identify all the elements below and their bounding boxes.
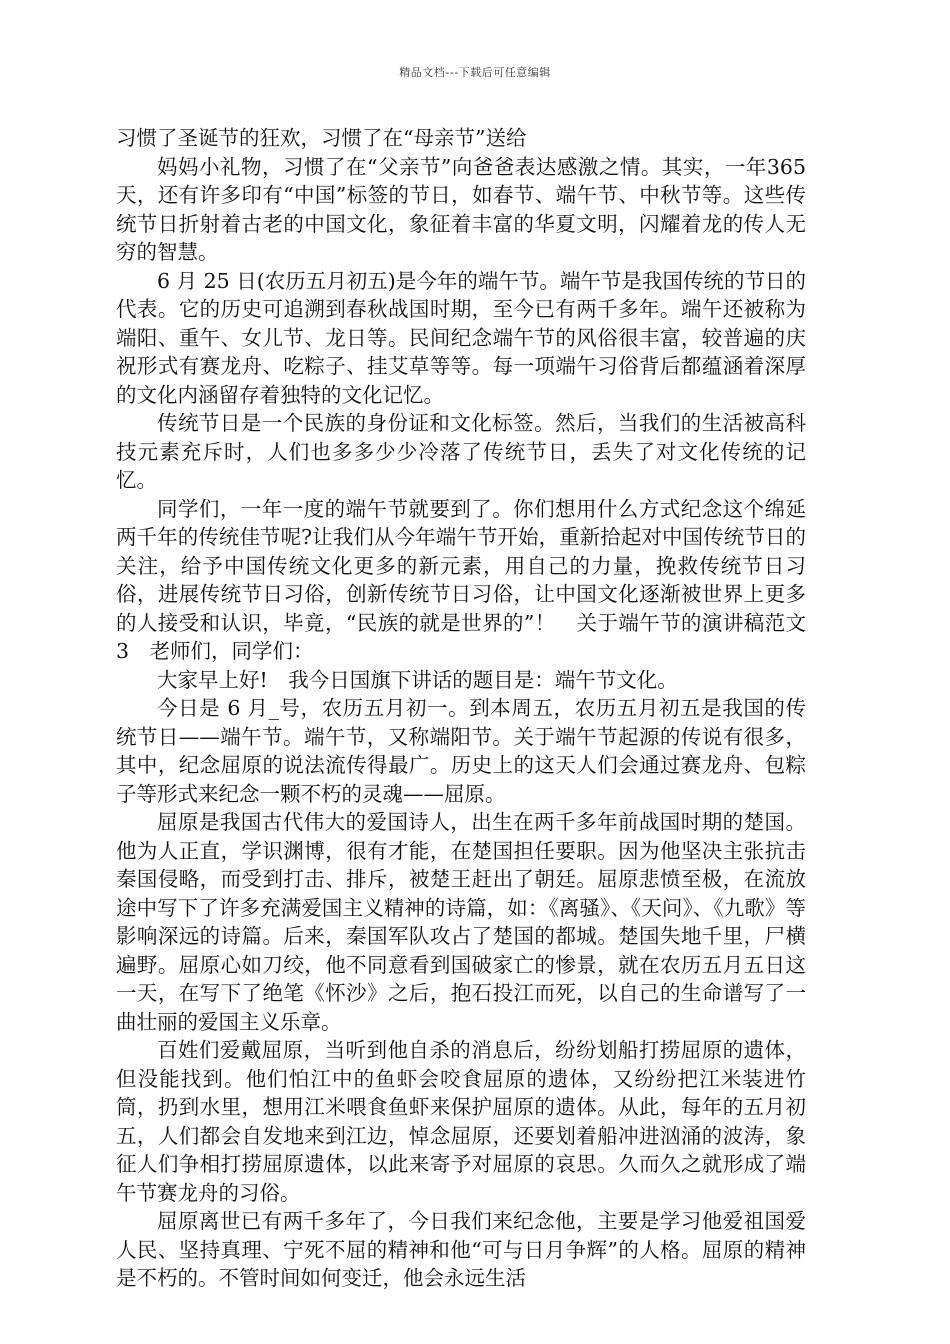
paragraph-2: 妈妈小礼物，习惯了在“父亲节”向爸爸表达感激之情。其实，一年365 天，还有许多印有“中国”标签的节日，如春节、端午节、中秋节等。这些传统节日折射着古老的中国文化，象征着丰富的华夏文明，闪耀着龙的传人无穷的智慧。 bbox=[116, 154, 806, 264]
paragraph-5: 同学们，一年一度的端午节就要到了。你们想用什么方式纪念这个绵延两千年的传统佳节呢?让我们从今年端午节开始，重新拾起对中国传统节日的关注，给予中国传统文化更多的新元素，用自己的力量，挽救传统节日习俗，进展传统节日习俗，创新传统节日习俗，让中国文化逐渐被世界上更多的人接受和认识，毕竟，“民族的就是世界的”！ 关于端午节的演讲稿范文 3 老师们，同学们： bbox=[116, 496, 806, 663]
paragraph-3: 6 月 25 日(农历五月初五)是今年的端午节。端午节是我国传统的节日的代表。它的历史可追溯到春秋战国时期，至今已有两千多年。端午还被称为端阳、重午、女儿节、龙日等。民间纪念端午节的风俗很丰富，较普遍的庆祝形式有赛龙舟、吃粽子、挂艾草等等。每一项端午习俗背后都蕴涵着深厚的文化内涵留存着独特的文化记忆。 bbox=[116, 268, 806, 407]
paragraph-1: 习惯了圣诞节的狂欢，习惯了在“母亲节”送给 bbox=[116, 126, 527, 150]
paragraph-7: 今日是 6 月_号，农历五月初一。到本周五，农历五月初五是我国的传统节日——端午节。端午节，又称端阳节。关于端午节起源的传说有很多，其中，纪念屈原的说法流传得最广。历史上的这天人们会通过赛龙舟、包粽子等形式来纪念一颗不朽的灵魂——屈原。 bbox=[116, 696, 806, 806]
paragraph-8: 屈原是我国古代伟大的爱国诗人，出生在两千多年前战国时期的楚国。他为人正直，学识渊博，很有才能，在楚国担任要职。因为他坚决主张抗击秦国侵略，而受到打击、排斥，被楚王赶出了朝廷。屈原悲愤至极，在流放途中写下了许多充满爱国主义精神的诗篇，如：《离骚》、《天问》、《九歌》等影响深远的诗篇。后来，秦国军队攻占了楚国的都城。楚国失地千里，尸横遍野。屈原心如刀绞，他不同意看到国破家亡的惨景，就在农历五月五日这一天，在写下了绝笔《怀沙》之后，抱石投江而死，以自己的生命谱写了一曲壮丽的爱国主义乐章。 bbox=[116, 810, 806, 1034]
paragraph-6: 大家早上好! 我今日国旗下讲话的题目是：端午节文化。 bbox=[157, 667, 678, 692]
document-body bbox=[116, 124, 806, 1293]
paragraph-10: 屈原离世已有两千多年了，今日我们来纪念他，主要是学习他爱祖国爱人民、坚持真理、宁死不屈的精神和他“可与日月争辉”的人格。屈原的精神是不朽的。不管时间如何变迁，他会永远生活 bbox=[116, 1209, 806, 1290]
paragraph-9: 百姓们爱戴屈原，当听到他自杀的消息后，纷纷划船打捞屈原的遗体，但没能找到。他们怕江中的鱼虾会咬食屈原的遗体，又纷纷把江米装进竹筒，扔到水里，想用江米喂食鱼虾来保护屈原的遗体。从此，每年的五月初五，人们都会自发地来到江边，悼念屈原，还要划着船冲进汹涌的波涛，象征人们争相打捞屈原遗体，以此来寄予对屈原的哀思。久而久之就形成了端午节赛龙舟的习俗。 bbox=[116, 1038, 806, 1205]
page-header: 精品文档---下载后可任意编辑 bbox=[399, 66, 551, 79]
paragraph-4: 传统节日是一个民族的身份证和文化标签。然后，当我们的生活被高科技元素充斥时，人们也多多少少冷落了传统节日，丢失了对文化传统的记忆。 bbox=[116, 411, 806, 492]
